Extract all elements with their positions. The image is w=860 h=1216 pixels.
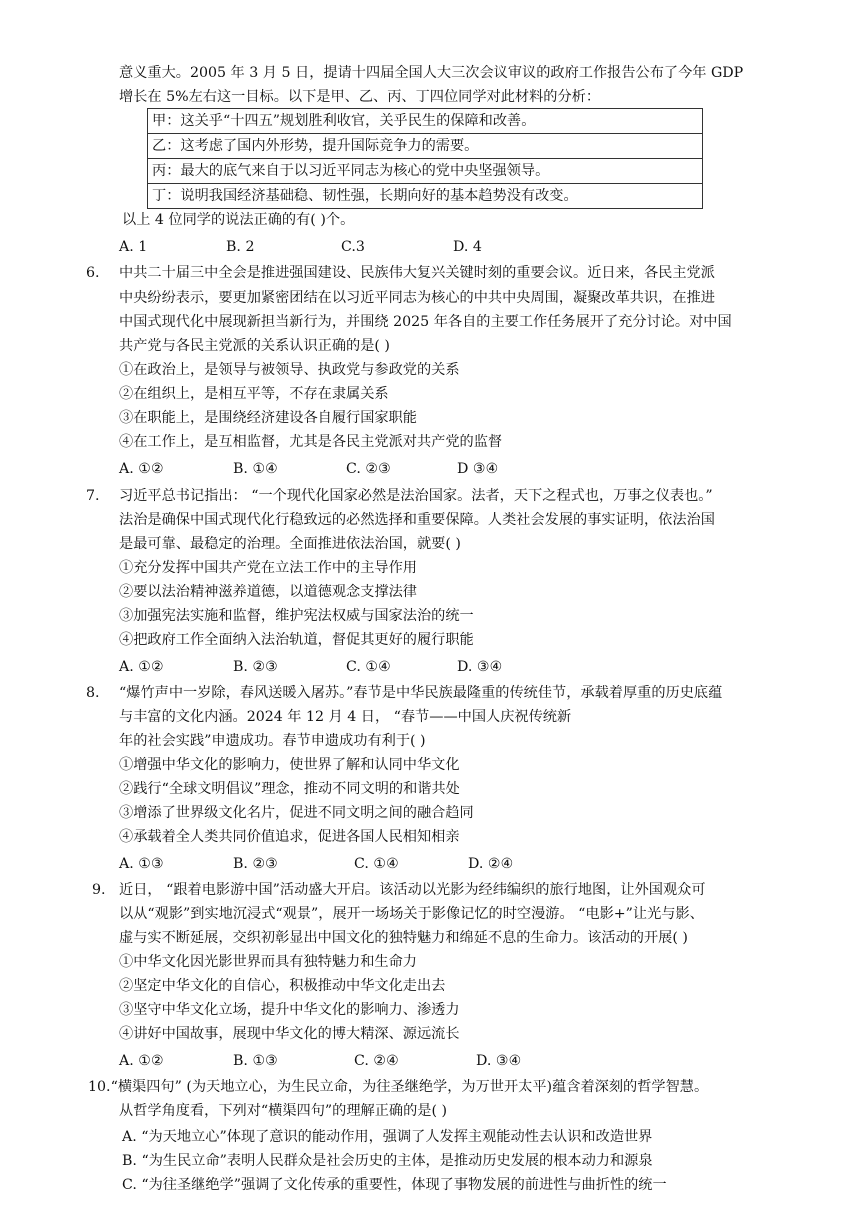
q8-item: ④承载着全人类共同价值追求，促进各国人民相知相亲 <box>119 829 460 845</box>
q7-item: ③加强宪法实施和监督，维护宪法权威与国家法治的统一 <box>119 608 474 624</box>
table-cell: 乙：这考虑了国内外形势，提升国际竞争力的需要。 <box>148 134 703 159</box>
q9-option-d: D. ③④ <box>476 1053 522 1069</box>
q10-option-b: B. “为生民立命”表明人民群众是社会历史的主体，是推动历史发展的根本动力和源泉 <box>122 1153 653 1169</box>
q7-stem-line: 是最可靠、最稳定的治理。全面推进依法治国，就要( ) <box>119 536 461 552</box>
q5-option-d: D. 4 <box>453 239 482 255</box>
q8-option-d: D. ②④ <box>468 856 514 872</box>
q9-item: ④讲好中国故事，展现中华文化的博大精深、源远流长 <box>119 1026 460 1042</box>
q6-option-b: B. ①④ <box>233 461 278 477</box>
q7-item: ②要以法治精神滋养道德，以道德观念支撑法律 <box>119 584 417 600</box>
q10-option-a: A. “为天地立心”体现了意识的能动作用，强调了人发挥主观能动性去认识和改造世界 <box>122 1129 653 1145</box>
q6-stem-line: 中国式现代化中展现新担当新行为，并围绕 2025 年各自的主要工作任务展开了充分讨论。对中国 <box>119 314 732 330</box>
table-row <box>148 159 703 184</box>
q8-option-a: A. ①③ <box>119 856 164 872</box>
question-number: 6. <box>86 265 100 281</box>
q6-item: ②在组织上，是相互平等，不存在隶属关系 <box>119 386 389 402</box>
q7-option-b: B. ②③ <box>233 659 278 675</box>
q9-option-a: A. ①② <box>119 1053 164 1069</box>
question-number: 9. <box>92 882 106 898</box>
q9-item: ③坚守中华文化立场，提升中华文化的影响力、渗透力 <box>119 1002 460 1018</box>
table-row <box>148 184 703 209</box>
q8-stem-line: 年的社会实践”申遗成功。春节申遗成功有利于( ) <box>119 733 426 749</box>
q6-option-a: A. ①② <box>119 461 164 477</box>
q5-option-a: A. 1 <box>119 239 148 255</box>
q7-stem-line: 习近平总书记指出： “一个现代化国家必然是法治国家。法者，天下之程式也，万事之仪表也。” <box>119 488 713 504</box>
q5-option-b: B. 2 <box>226 239 255 255</box>
table-cell: 甲：这关乎“十四五”规划胜利收官，关乎民生的保障和改善。 <box>148 109 703 134</box>
q8-option-c: C. ①④ <box>354 856 399 872</box>
q6-stem-line: 共产党与各民主党派的关系认识正确的是( ) <box>119 338 390 354</box>
q6-option-c: C. ②③ <box>346 461 391 477</box>
table-cell: 丁：说明我国经济基础稳、韧性强，长期向好的基本趋势没有改变。 <box>148 184 703 209</box>
table-row <box>148 109 703 134</box>
q9-item: ①中华文化因光影世界而具有独特魅力和生命力 <box>119 954 417 970</box>
q5-intro-line: 意义重大。2005 年 3 月 5 日，提请十四届全国人大三次会议审议的政府工作报告公布了今年 GDP <box>119 65 744 81</box>
q6-item: ④在工作上，是互相监督，尤其是各民主党派对共产党的监督 <box>119 434 503 450</box>
q7-item: ①充分发挥中国共产党在立法工作中的主导作用 <box>119 560 417 576</box>
q8-item: ②践行“全球文明倡议”理念，推动不同文明的和谐共处 <box>119 781 460 797</box>
q5-intro-line: 增长在 5%左右这一目标。以下是甲、乙、丙、丁四位同学对此材料的分析： <box>119 89 601 105</box>
q9-option-c: C. ②④ <box>354 1053 399 1069</box>
q6-stem-line: 中央纷纷表示，要更加紧密团结在以习近平同志为核心的中共中央周围，凝聚改革共识，在推进 <box>119 290 715 306</box>
table-cell: 丙：最大的底气来自于以习近平同志为核心的党中央坚强领导。 <box>148 159 703 184</box>
q8-stem-line: 与丰富的文化内涵。2024 年 12 月 4 日， “春节——中国人庆祝传统新 <box>119 709 572 725</box>
q5-option-c: C.3 <box>341 239 365 255</box>
q10-option-c: C. “为往圣继绝学”强调了文化传承的重要性，体现了事物发展的前进性与曲折性的统一 <box>122 1177 667 1193</box>
q7-option-d: D. ③④ <box>457 659 503 675</box>
q6-stem-line: 中共二十届三中全会是推进强国建设、民族伟大复兴关键时刻的重要会议。近日来，各民主党派 <box>119 265 715 281</box>
q8-item: ①增强中华文化的影响力，使世界了解和认同中华文化 <box>119 757 460 773</box>
q9-option-b: B. ①③ <box>233 1053 278 1069</box>
q5-prompt: 以上 4 位同学的说法正确的有( )个。 <box>122 212 355 228</box>
q10-stem-line: 从哲学角度看，下列对“横渠四句”的理解正确的是( ) <box>119 1103 448 1119</box>
q8-item: ③增添了世界级文化名片，促进不同文明之间的融合趋同 <box>119 805 474 821</box>
q10-stem-line: 10.“横渠四句” (为天地立心，为生民立命，为往圣继绝学，为万世开太平)蕴含着深刻的哲学智慧。 <box>88 1079 709 1095</box>
q9-item: ②坚定中华文化的自信心，积极推动中华文化走出去 <box>119 978 446 994</box>
q7-item: ④把政府工作全面纳入法治轨道，督促其更好的履行职能 <box>119 632 474 648</box>
q9-stem-line: 近日， “跟着电影游中国”活动盛大开启。该活动以光影为经纬编织的旅行地图，让外国观众可 <box>119 882 706 898</box>
q7-option-a: A. ①② <box>119 659 164 675</box>
q6-option-d: D ③④ <box>457 461 499 477</box>
question-number: 8. <box>86 685 100 701</box>
q8-stem-line: “爆竹声中一岁除，春风送暖入屠苏。”春节是中华民族最隆重的传统佳节，承载着厚重的历史底蕴 <box>119 685 723 701</box>
q6-item: ③在职能上，是围绕经济建设各自履行国家职能 <box>119 410 417 426</box>
question-number: 7. <box>86 488 100 504</box>
q5-opinion-table <box>147 108 703 209</box>
q6-item: ①在政治上，是领导与被领导、执政党与参政党的关系 <box>119 362 460 378</box>
table-row <box>148 134 703 159</box>
q7-stem-line: 法治是确保中国式现代化行稳致远的必然选择和重要保障。人类社会发展的事实证明，依法治国 <box>119 512 715 528</box>
q9-stem-line: 以从“观影”到实地沉浸式“观景”，展开一场场关于影像记忆的时空漫游。 “电影+”让光与影、 <box>119 906 704 922</box>
q7-option-c: C. ①④ <box>346 659 391 675</box>
q9-stem-line: 虚与实不断延展，交织初彰显出中国文化的独特魅力和绵延不息的生命力。该活动的开展( ) <box>119 930 688 946</box>
q8-option-b: B. ②③ <box>233 856 278 872</box>
